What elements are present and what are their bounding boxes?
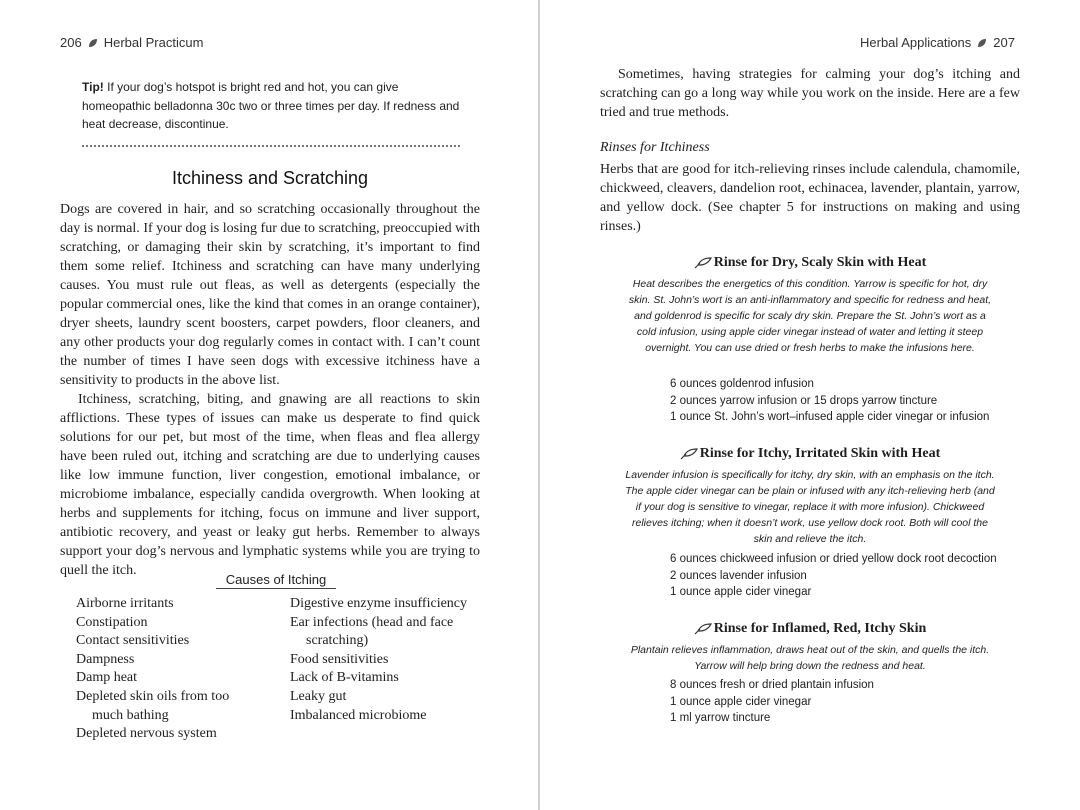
list-item: 1 ml yarrow tincture: [670, 712, 771, 724]
list-item: Damp heat: [76, 670, 138, 686]
list-item: Airborne irritants: [76, 596, 174, 611]
list-item: Dampness: [76, 651, 135, 667]
list-item: Depleted nervous system: [76, 726, 217, 742]
list-item: Leaky gut: [290, 688, 347, 704]
list-item: Imbalanced microbiome: [290, 707, 427, 723]
tip-label: Tip!: [82, 80, 104, 94]
left-running-head-text: Herbal Practicum: [103, 35, 204, 50]
list-item: 2 ounces yarrow infusion or 15 drops yarrow tincture: [670, 394, 938, 407]
right-running-head-text: Herbal Applications: [860, 35, 972, 50]
recipe-ingredients-3: [670, 677, 874, 727]
list-item: 6 ounces goldenrod infusion: [670, 378, 814, 390]
causes-list-title: Causes of Itching: [216, 572, 336, 589]
recipe-title-text: Rinse for Itchy, Irritated Skin with Heat: [699, 446, 941, 461]
list-item: 6 ounces chickweed infusion or dried yellow dock root decoction: [670, 553, 997, 565]
leaf-icon: [977, 38, 987, 48]
tip-text: If your dog’s hotspot is bright red and hot, you can give homeopathic belladonna 30c two or three times per day. If redness and heat decrease, discontinue.: [82, 80, 460, 131]
recipe-title-1: [600, 255, 1020, 271]
intro-paragraph: Sometimes, having strategies for calming your dog’s itching and scratching can go a long way while you work on the inside. Here are a few tried and true methods.: [600, 67, 1020, 120]
rinses-paragraph: Herbs that are good for itch-relieving rinses include calendula, chamomile, chickweed, cleavers, dandelion root, echinacea, lavender, plantain, yarrow, and yellow dock. (See chapter 5 for instructions on making and using rinses.): [600, 162, 1020, 234]
recipe-description-2: Lavender infusion is specifically for itchy, dry skin, with an emphasis on the itch. The apple cider vinegar can be plain or infused with any itch-relieving herb (and if your dog is sensitive to vinegar, replace it with more infusion). Chickweed relieves itching; when it doesn’t work, use yellow dock root. Both will cool the skin and relieve the itch.: [625, 469, 995, 545]
quill-icon: [680, 448, 698, 460]
recipe-ingredients-1: [670, 376, 989, 426]
right-running-head: [860, 35, 1015, 50]
body-paragraph-1: Dogs are covered in hair, and so scratching occasionally throughout the day is normal. If your dog is losing fur due to scratching, preoccupied with scratching, or damaging their skin by scratching, it’s important to find them some relief. Itchiness and scratching can have many underlying causes. You must rule out fleas, as well as detergents (especially the popular commercial ones, like the kind that comes in an orange container), dryer sheets, laundry scent boosters, carpet powders, floor cleaners, and any other products your dog regularly comes in contact with. I can’t count the number of times I have seen dogs with excessive itchiness have a sensitivity to products in the above list.: [60, 202, 480, 388]
list-item: Ear infections (head and face scratching): [290, 614, 454, 649]
recipe-title-2: [600, 446, 1020, 462]
list-item: Food sensitivities: [290, 651, 389, 667]
recipe-description-3: Plantain relieves inflammation, draws heat out of the skin, and quells the itch. Yarrow will help bring down the redness and heat.: [630, 644, 990, 672]
left-running-head: [60, 35, 203, 50]
recipe-title-3: [600, 621, 1020, 637]
recipe-title-text: Rinse for Inflamed, Red, Itchy Skin: [713, 621, 927, 636]
list-item: 1 ounce apple cider vinegar: [670, 695, 812, 708]
tip-divider: [82, 145, 460, 147]
list-item: Constipation: [76, 614, 148, 630]
list-item: Contact sensitivities: [76, 633, 190, 649]
rinses-subheading: Rinses for Itchiness: [600, 140, 710, 155]
recipe-description-1: Heat describes the energetics of this condition. Yarrow is specific for hot, dry skin. St. John’s wort is an anti-inflammatory and specific for redness and heat, and goldenrod is specific for scaly dry skin. Prepare the St. John’s wort as a cold infusion, using apple cider vinegar instead of water and letting it steep overnight. You can use dried or fresh herbs to make the infusions here.: [628, 278, 992, 354]
list-item: 2 ounces lavender infusion: [670, 569, 807, 582]
causes-column-1: [76, 595, 276, 744]
causes-column-2: [290, 595, 490, 725]
tip-box: [82, 78, 460, 134]
left-page-number: 206: [60, 35, 82, 50]
recipe-ingredients-2: [670, 551, 997, 601]
quill-icon: [694, 257, 712, 269]
quill-icon: [694, 623, 712, 635]
recipe-title-text: Rinse for Dry, Scaly Skin with Heat: [713, 255, 927, 270]
right-page-number: 207: [993, 35, 1015, 50]
list-item: Depleted skin oils from too much bathing: [76, 688, 230, 723]
list-item: 1 ounce St. John’s wort–infused apple cider vinegar or infusion: [670, 411, 990, 423]
section-title: Itchiness and Scratching: [171, 168, 369, 188]
body-paragraph-2: Itchiness, scratching, biting, and gnawing are all reactions to skin afflictions. These types of issues can make us desperate to find quick solutions for our pet, but most of the time, when fleas and flea allergy have been ruled out, itching and scratching are due to underlying causes like low immune function, liver congestion, emotional imbalance, or microbiome imbalance, especially candida overgrowth. When looking at herbs and supplements for itching, focus on immune and liver support, antibiotic recovery, and yeast or leaky gut herbs. Remember to always support your dog’s nervous and lymphatic systems while you are trying to quell the itch.: [60, 392, 480, 578]
list-item: Lack of B-vitamins: [290, 670, 399, 686]
list-item: 1 ounce apple cider vinegar: [670, 586, 812, 598]
list-item: 8 ounces fresh or dried plantain infusion: [670, 679, 874, 691]
list-item: Digestive enzyme insufficiency: [290, 596, 468, 611]
leaf-icon: [88, 38, 98, 48]
